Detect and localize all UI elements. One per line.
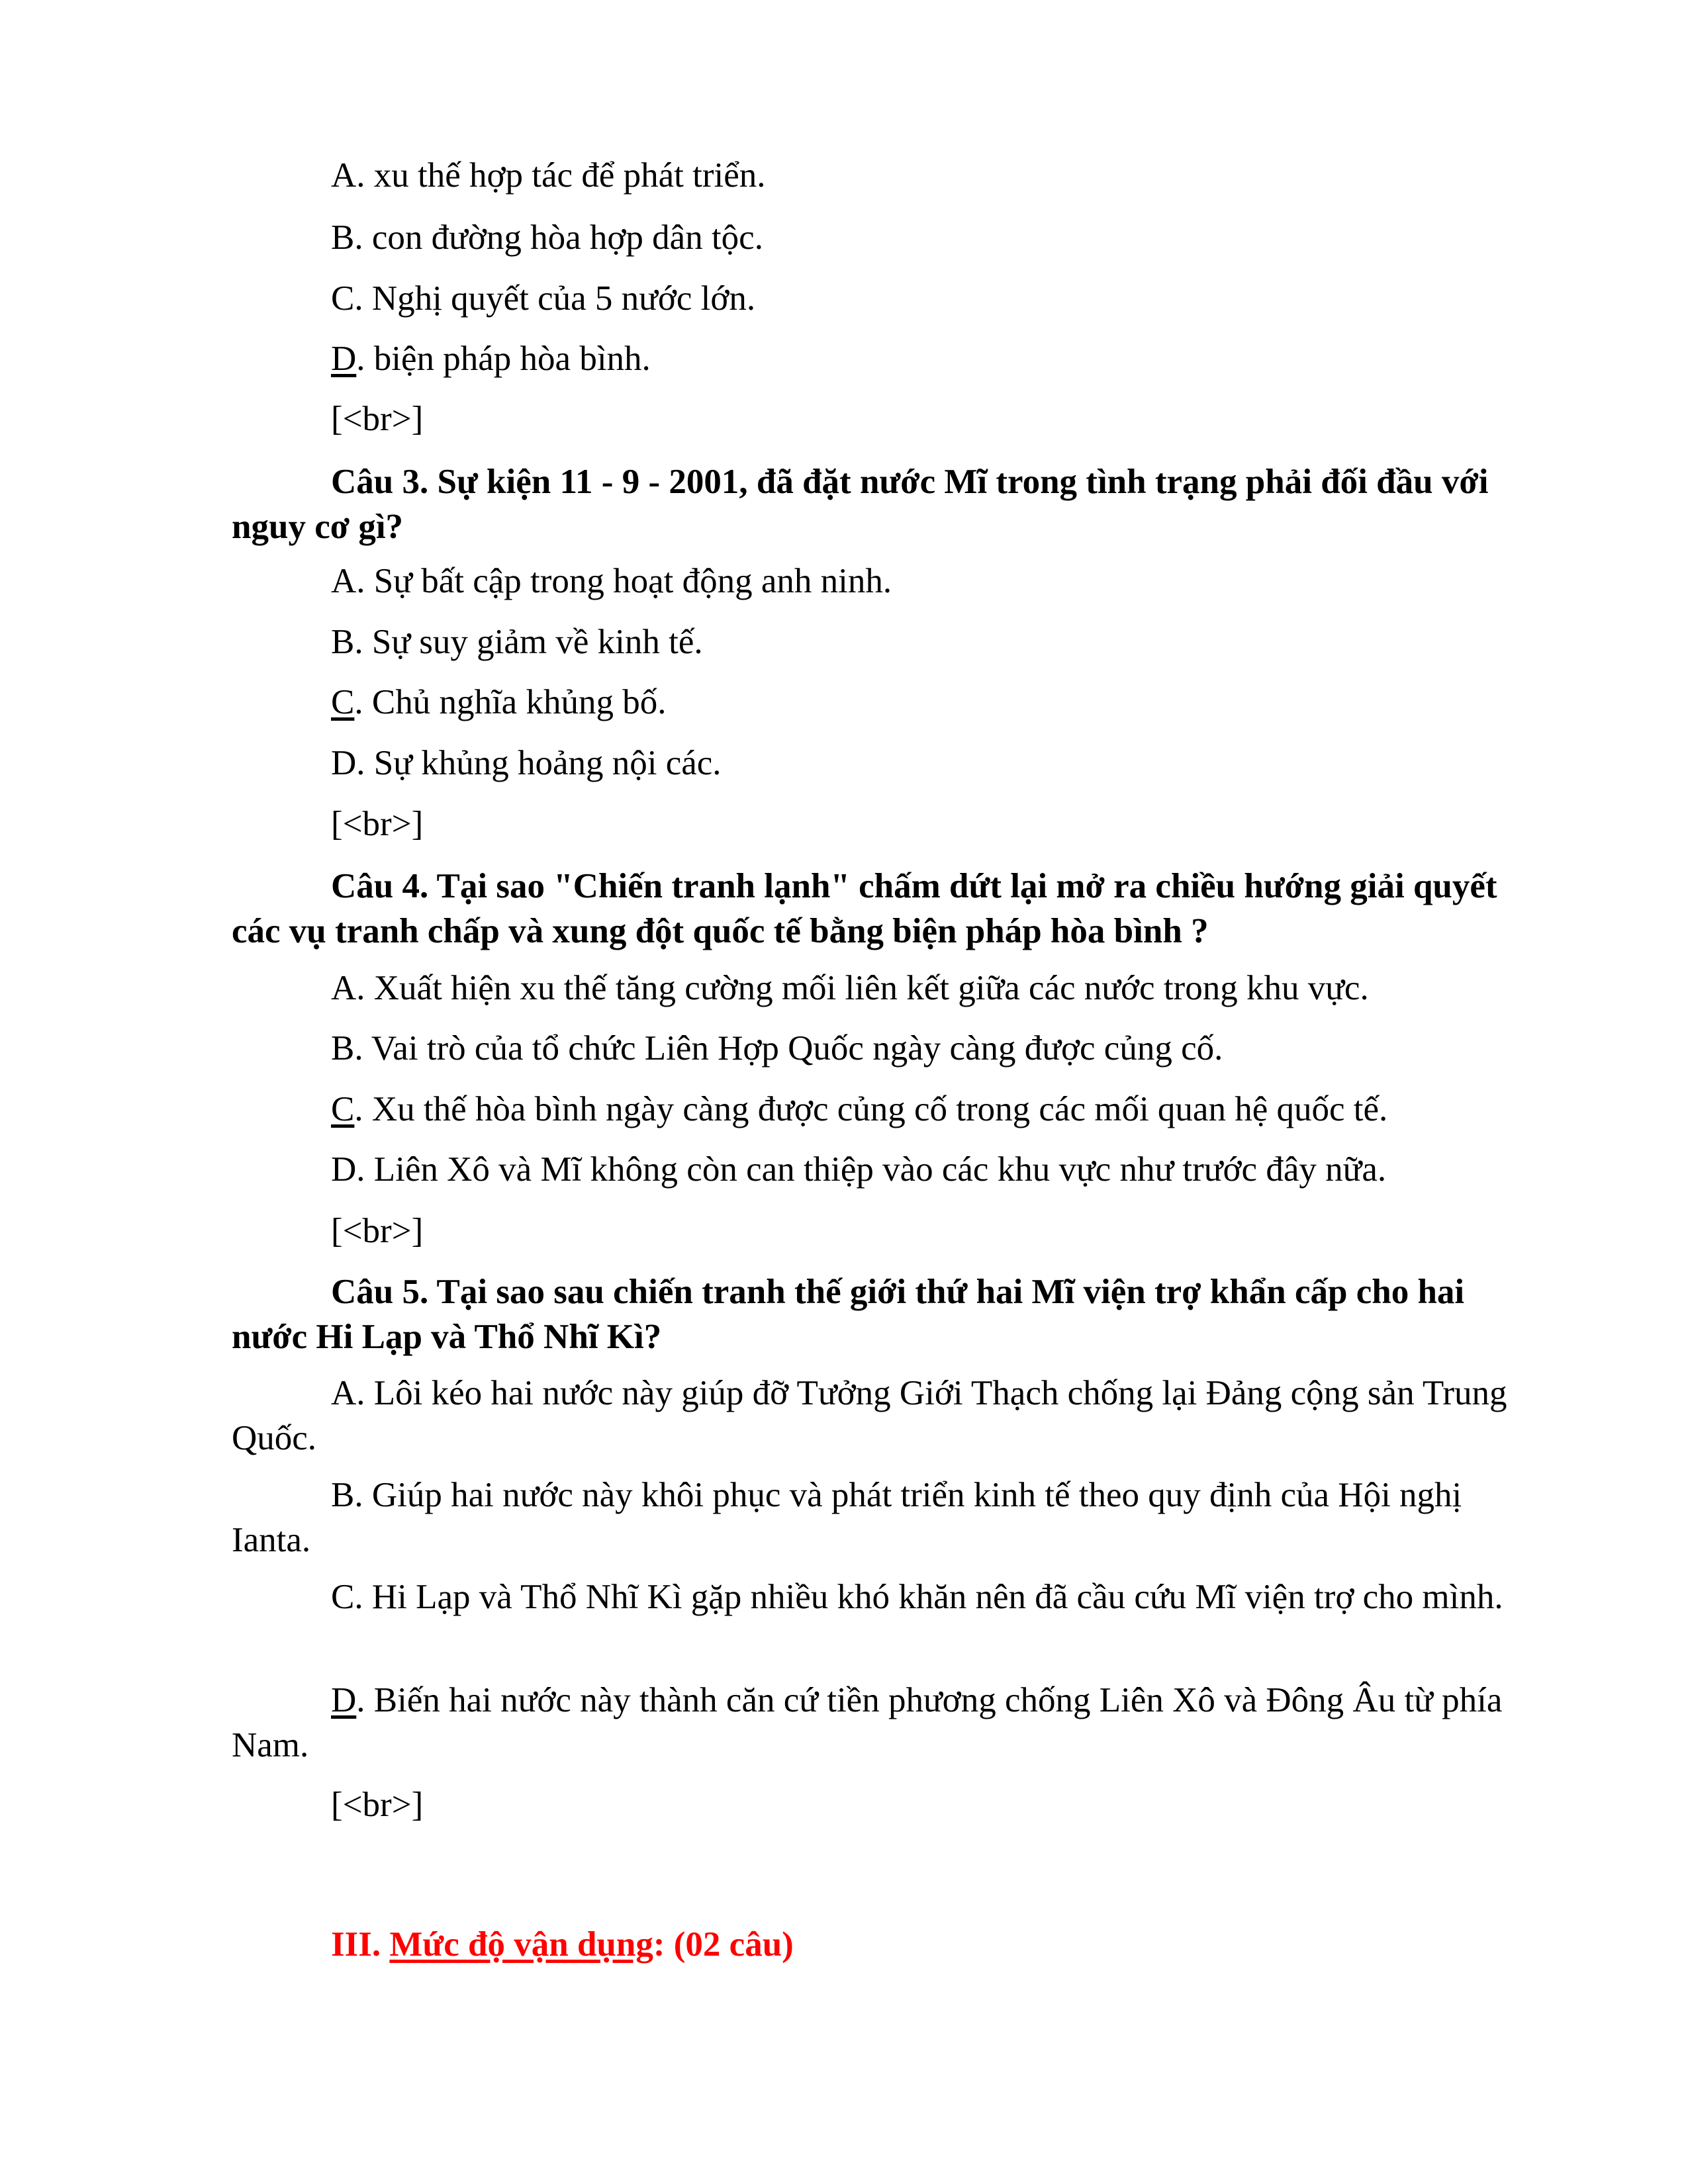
separator: [<br>] — [331, 805, 424, 843]
q5-option-b: B. Giúp hai nước này khôi phục và phát triển kinh tế theo quy định của Hội nghị Ianta. — [232, 1476, 1462, 1559]
q2-option-c: C. Nghị quyết của 5 nước lớn. — [331, 279, 756, 318]
q3-option-c: C. Chủ nghĩa khủng bố. — [331, 683, 667, 721]
q4-question: Câu 4. Tại sao "Chiến tranh lạnh" chấm dứt lại mở ra chiều hướng giải quyết các vụ tranh chấp và xung đột quốc tế bằng biện pháp hòa bình ? — [232, 867, 1497, 950]
separator: [<br>] — [331, 1212, 424, 1250]
separator: [<br>] — [331, 400, 424, 438]
q3-option-a: A. Sự bất cập trong hoạt động anh ninh. — [331, 562, 892, 600]
q5-option-c: C. Hi Lạp và Thổ Nhĩ Kì gặp nhiều khó khăn nên đã cầu cứu Mĩ viện trợ cho mình. — [331, 1578, 1503, 1616]
correct-answer-marker: C — [331, 1090, 355, 1128]
q5-option-d: D. Biến hai nước này thành căn cứ tiền phương chống Liên Xô và Đông Âu từ phía Nam. — [232, 1681, 1503, 1764]
q5-option-a: A. Lôi kéo hai nước này giúp đỡ Tưởng Giới Thạch chống lại Đảng cộng sản Trung Quốc. — [232, 1374, 1507, 1457]
q2-option-a: A. xu thế hợp tác để phát triển. — [331, 156, 766, 195]
q2-option-b: B. con đường hòa hợp dân tộc. — [331, 218, 763, 257]
q3-option-b: B. Sự suy giảm về kinh tế. — [331, 623, 703, 661]
correct-answer-marker: D — [331, 1681, 357, 1719]
separator: [<br>] — [331, 1786, 424, 1824]
q3-option-d: D. Sự khủng hoảng nội các. — [331, 744, 722, 782]
q2-option-d: D. biện pháp hòa bình. — [331, 340, 651, 378]
correct-answer-marker: C — [331, 683, 355, 721]
q4-option-c: C. Xu thế hòa bình ngày càng được củng cố trong các mối quan hệ quốc tế. — [331, 1090, 1388, 1128]
q4-option-a: A. Xuất hiện xu thế tăng cường mối liên kết giữa các nước trong khu vực. — [331, 969, 1369, 1007]
q4-option-b: B. Vai trò của tổ chức Liên Hợp Quốc ngày càng được củng cố. — [331, 1029, 1223, 1068]
q4-option-d: D. Liên Xô và Mĩ không còn can thiệp vào các khu vực như trước đây nữa. — [331, 1150, 1387, 1189]
section-heading: III. Mức độ vận dụng: (02 câu) — [331, 1925, 794, 1964]
q5-question: Câu 5. Tại sao sau chiến tranh thế giới thứ hai Mĩ viện trợ khẩn cấp cho hai nước Hi Lạp và Thổ Nhĩ Kì? — [232, 1273, 1465, 1356]
q3-question: Câu 3. Sự kiện 11 - 9 - 2001, đã đặt nước Mĩ trong tình trạng phải đối đầu với nguy cơ gì? — [232, 463, 1489, 546]
correct-answer-marker: D — [331, 340, 357, 378]
